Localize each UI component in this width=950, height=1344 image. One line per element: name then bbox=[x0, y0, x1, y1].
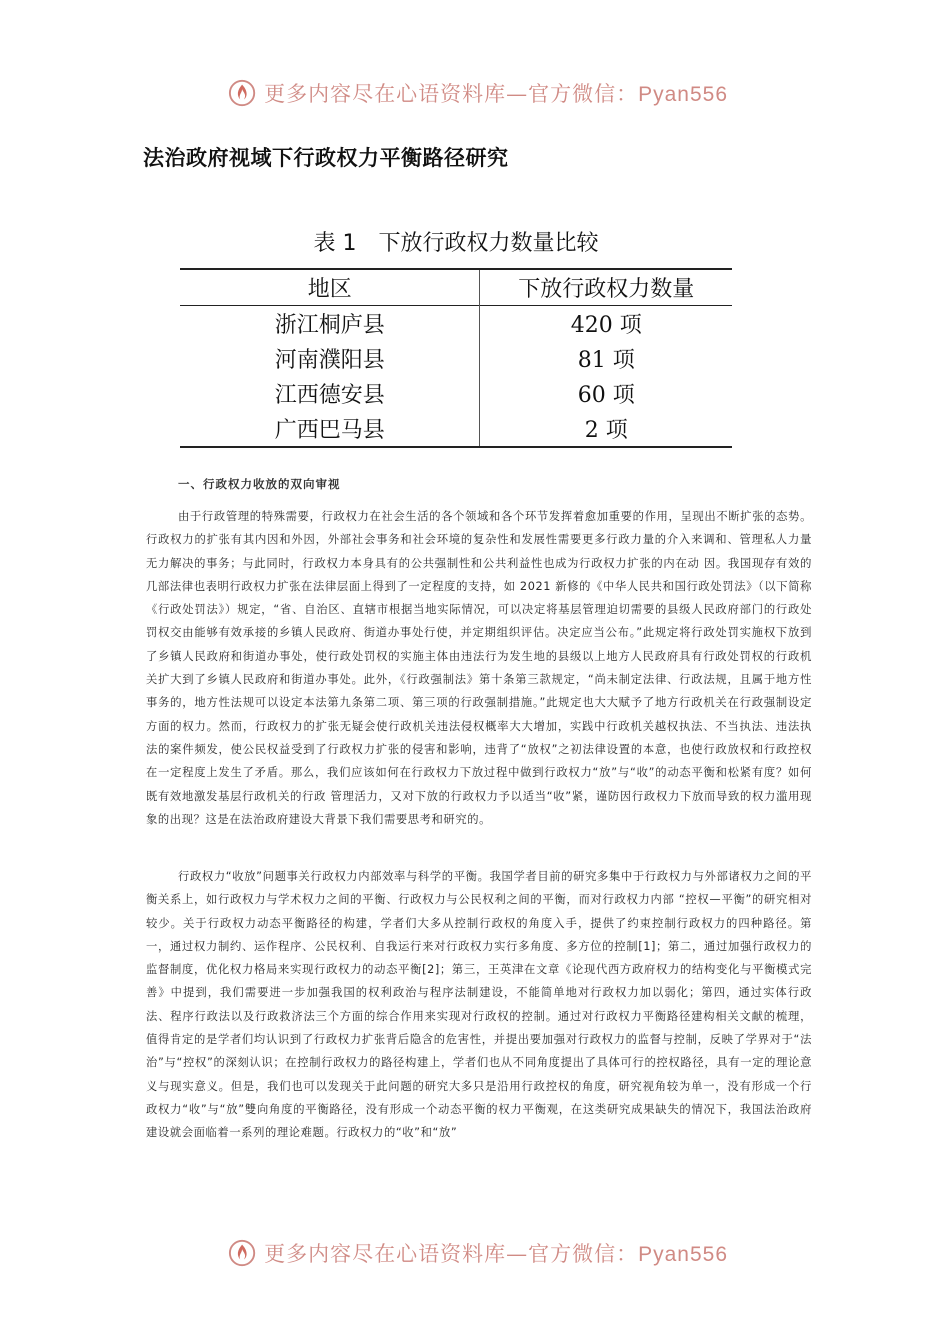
table-row bbox=[180, 376, 732, 411]
banner-text: 更多内容尽在心语资料库—官方微信：Pyan556 bbox=[264, 82, 728, 106]
header-banner bbox=[228, 76, 728, 110]
body-paragraph: 行政权力“收放”问题事关行政权力内部效率与科学的平衡。我国学者目前的研究多集中于行政权力与外部诸权力之间的平衡关系上，如行政权力与学术权力之间的平衡、行政权力与公民权利之间的平衡，而对行政权力内部 “控权—平衡”的研究相对较少。关于行政权力动态平衡路径的构建，学者们大多从控制行政权的角度入手，提供了约束控制行政权力的四种路径。第一，通过权力制约、运作程序、公民权利、自我运行来对行政权力实行多角度、多方位的控制[1]；第二，通过加强行政权力的监督制度，优化权力格局来实现行政权力的动态平衡[2]；第三，王英津在文章《论现代西方政府权力的结构变化与平衡模式完善》中提到，我们需要进一步加强我国的权利政治与程序法制建设，不能简单地对行政权力加以弱化；第四，通过实体行政法、程序行政法以及行政救济法三个方面的综合作用来实现对行政权的控制。通过对行政权力平衡路径建构相关文献的梳理，值得肯定的是学者们均认识到了行政权力扩张背后隐含的危害性，并提出要加强对行政权力的监督与控制，反映了学界对于“法治”与“控权”的深刻认识；在控制行政权力的路径构建上，学者们也从不同角度提出了具体可行的控权路径，具有一定的理论意义与现实意义。但是，我们也可以发现关于此问题的研究大多只是沿用行政控权的角度，研究视角较为单一，没有形成一个行政权力“收”与“放”雙向角度的平衡路径，没有形成一个动态平衡的权力平衡观，在这类研究成果缺失的情况下，我国法治政府建设就会面临着一系列的理论难题。行政权力的“收”和“放” bbox=[146, 870, 812, 1140]
count-cell: 81 项 bbox=[577, 348, 635, 373]
column-header-region: 地区 bbox=[180, 269, 480, 306]
region-cell: 河南濮阳县 bbox=[180, 341, 480, 376]
region-cell: 江西德安县 bbox=[180, 376, 480, 411]
footer-banner bbox=[228, 1236, 728, 1270]
count-cell: 60 项 bbox=[577, 383, 635, 408]
wechat-id: Pyan556 bbox=[638, 1243, 728, 1266]
comparison-table bbox=[180, 268, 732, 448]
flame-logo-icon bbox=[228, 1238, 256, 1268]
table-header-row bbox=[180, 269, 732, 306]
section-heading: 一、行政权力收放的双向审视 bbox=[178, 477, 341, 491]
flame-logo-icon bbox=[228, 78, 256, 108]
table-row bbox=[180, 411, 732, 447]
page-title: 法治政府视域下行政权力平衡路径研究 bbox=[143, 146, 509, 170]
table-row bbox=[180, 306, 732, 342]
count-cell: 2 项 bbox=[584, 418, 628, 443]
count-cell: 420 项 bbox=[570, 313, 642, 338]
banner-text: 更多内容尽在心语资料库—官方微信：Pyan556 bbox=[264, 1242, 728, 1266]
wechat-id: Pyan556 bbox=[638, 83, 728, 106]
column-header-count: 下放行政权力数量 bbox=[518, 277, 695, 302]
region-cell: 浙江桐庐县 bbox=[180, 306, 480, 342]
region-cell: 广西巴马县 bbox=[180, 411, 480, 447]
table-caption: 表 1 下放行政权力数量比较 bbox=[313, 231, 599, 256]
table-row bbox=[180, 341, 732, 376]
body-paragraph: 由于行政管理的特殊需要，行政权力在社会生活的各个领域和各个环节发挥着愈加重要的作用，呈现出不断扩张的态势。行政权力的扩张有其内因和外因，外部社会事务和社会环境的复杂性和发展性需要更多行政力量的介入来调和、管理私人力量无力解决的事务；与此同时，行政权力本身具有的公共强制性和公共利益性也成为行政权力扩张的内在动 因。我国现存有效的几部法律也表明行政权力扩张在法律层面上得到了一定程度的支持，如 2021 新修的《中华人民共和国行政处罚法》（以下简称《行政处罚法》）规定，“省、自治区、直辖市根据当地实际情况，可以决定将基层管理迫切需要的县级人民政府部门的行政处罚权交由能够有效承接的乡镇人民政府、街道办事处行使，并定期组织评估。决定应当公布。”此规定将行政处罚实施权下放到了乡镇人民政府和街道办事处，使行政处罚权的实施主体由违法行为发生地的县级以上地方人民政府具有行政处罚权的行政机关扩大到了乡镇人民政府和街道办事处。此外，《行政强制法》第十条第三款规定，“尚未制定法律、行政法规，且属于地方性事务的，地方性法规可以设定本法第九条第二项、第三项的行政强制措施。”此规定也大大赋予了地方行政机关在行政强制设定方面的权力。然而，行政权力的扩张无疑会使行政机关违法侵权概率大大增加，实践中行政机关越权执法、不当执法、违法执法的案件频发，使公民权益受到了行政权力扩张的侵害和影响，违背了“放权”之初法律设置的本意，也使行政放权和行政控权在一定程度上发生了矛盾。那么，我们应该如何在行政权力下放过程中做到行政权力“放”与“收”的动态平衡和松紧有度？如何既有效地激发基层行政机关的行政 管理活力，又对下放的行政权力予以适当“收”紧，谨防因行政权力下放而导致的权力滥用现象的出现？这是在法治政府建设大背景下我们需要思考和研究的。 bbox=[146, 510, 812, 826]
